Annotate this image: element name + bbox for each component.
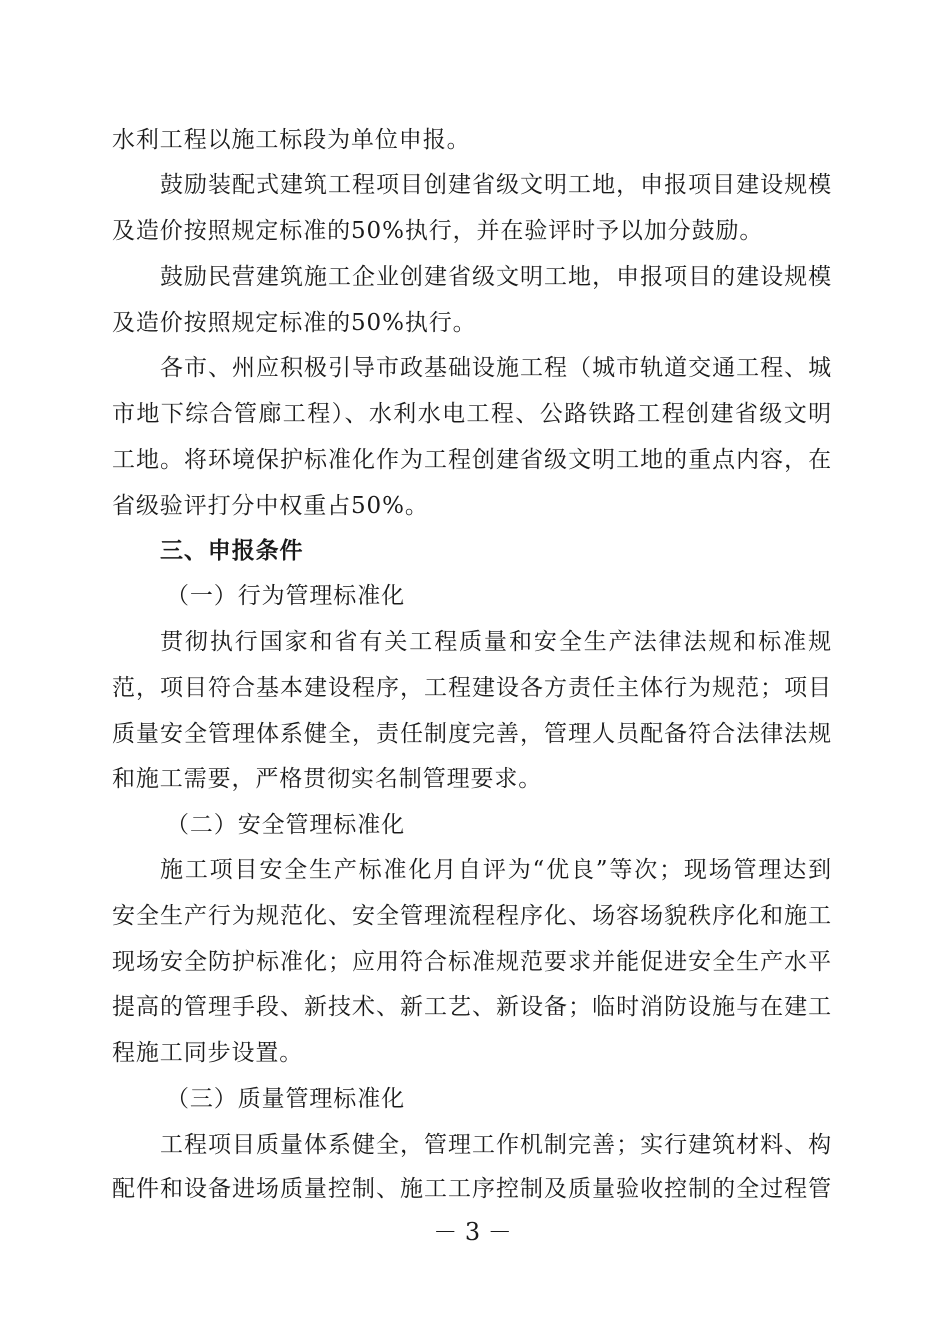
paragraph-private-line-2: 及造价按照规定标准的50%执行。: [112, 310, 477, 336]
paragraph-behavior-line-4: 和施工需要，严格贯彻实名制管理要求。: [112, 766, 543, 792]
document-page: [112, 0, 832, 1336]
paragraph-municipal-line-1: 各市、州应积极引导市政基础设施工程（城市轨道交通工程、城: [160, 355, 832, 381]
paragraph-safety-line-4: 提高的管理手段、新技术、新工艺、新设备；临时消防设施与在建工: [112, 994, 832, 1020]
paragraph-prefab-line-2: 及造价按照规定标准的50%执行，并在验评时予以加分鼓励。: [112, 218, 764, 244]
paragraph-safety-line-2: 安全生产行为规范化、安全管理流程程序化、场容场貌秩序化和施工: [112, 903, 832, 929]
subheading-quality: （三）质量管理标准化: [166, 1086, 405, 1112]
subheading-behavior: （一）行为管理标准化: [166, 583, 405, 609]
paragraph-continuation: 水利工程以施工标段为单位申报。: [112, 127, 471, 153]
paragraph-behavior-line-1: 贯彻执行国家和省有关工程质量和安全生产法律法规和标准规: [160, 629, 832, 655]
paragraph-safety-line-5: 程施工同步设置。: [112, 1040, 304, 1066]
subheading-safety: （二）安全管理标准化: [166, 812, 405, 838]
paragraph-municipal-line-4: 省级验评打分中权重占50%。: [112, 493, 429, 519]
paragraph-prefab-line-1: 鼓励装配式建筑工程项目创建省级文明工地，申报项目建设规模: [160, 172, 832, 198]
paragraph-safety-line-1: 施工项目安全生产标准化月自评为“优良”等次；现场管理达到: [160, 857, 832, 883]
paragraph-municipal-line-2: 市地下综合管廊工程）、水利水电工程、公路铁路工程创建省级文明: [112, 401, 832, 427]
paragraph-behavior-line-3: 质量安全管理体系健全，责任制度完善，管理人员配备符合法律法规: [112, 721, 832, 747]
paragraph-quality-line-1: 工程项目质量体系健全，管理工作机制完善；实行建筑材料、构: [160, 1132, 832, 1158]
paragraph-behavior-line-2: 范，项目符合基本建设程序，工程建设各方责任主体行为规范；项目: [112, 675, 832, 701]
paragraph-safety-line-3: 现场安全防护标准化；应用符合标准规范要求并能促进安全生产水平: [112, 949, 832, 975]
paragraph-municipal-line-3: 工地。将环境保护标准化作为工程创建省级文明工地的重点内容，在: [112, 447, 832, 473]
paragraph-private-line-1: 鼓励民营建筑施工企业创建省级文明工地，申报项目的建设规模: [160, 264, 832, 290]
section-heading-3: 三、申报条件: [160, 538, 304, 564]
page-number: － 3 －: [433, 1218, 512, 1246]
paragraph-quality-line-2: 配件和设备进场质量控制、施工工序控制及质量验收控制的全过程管: [112, 1176, 832, 1202]
